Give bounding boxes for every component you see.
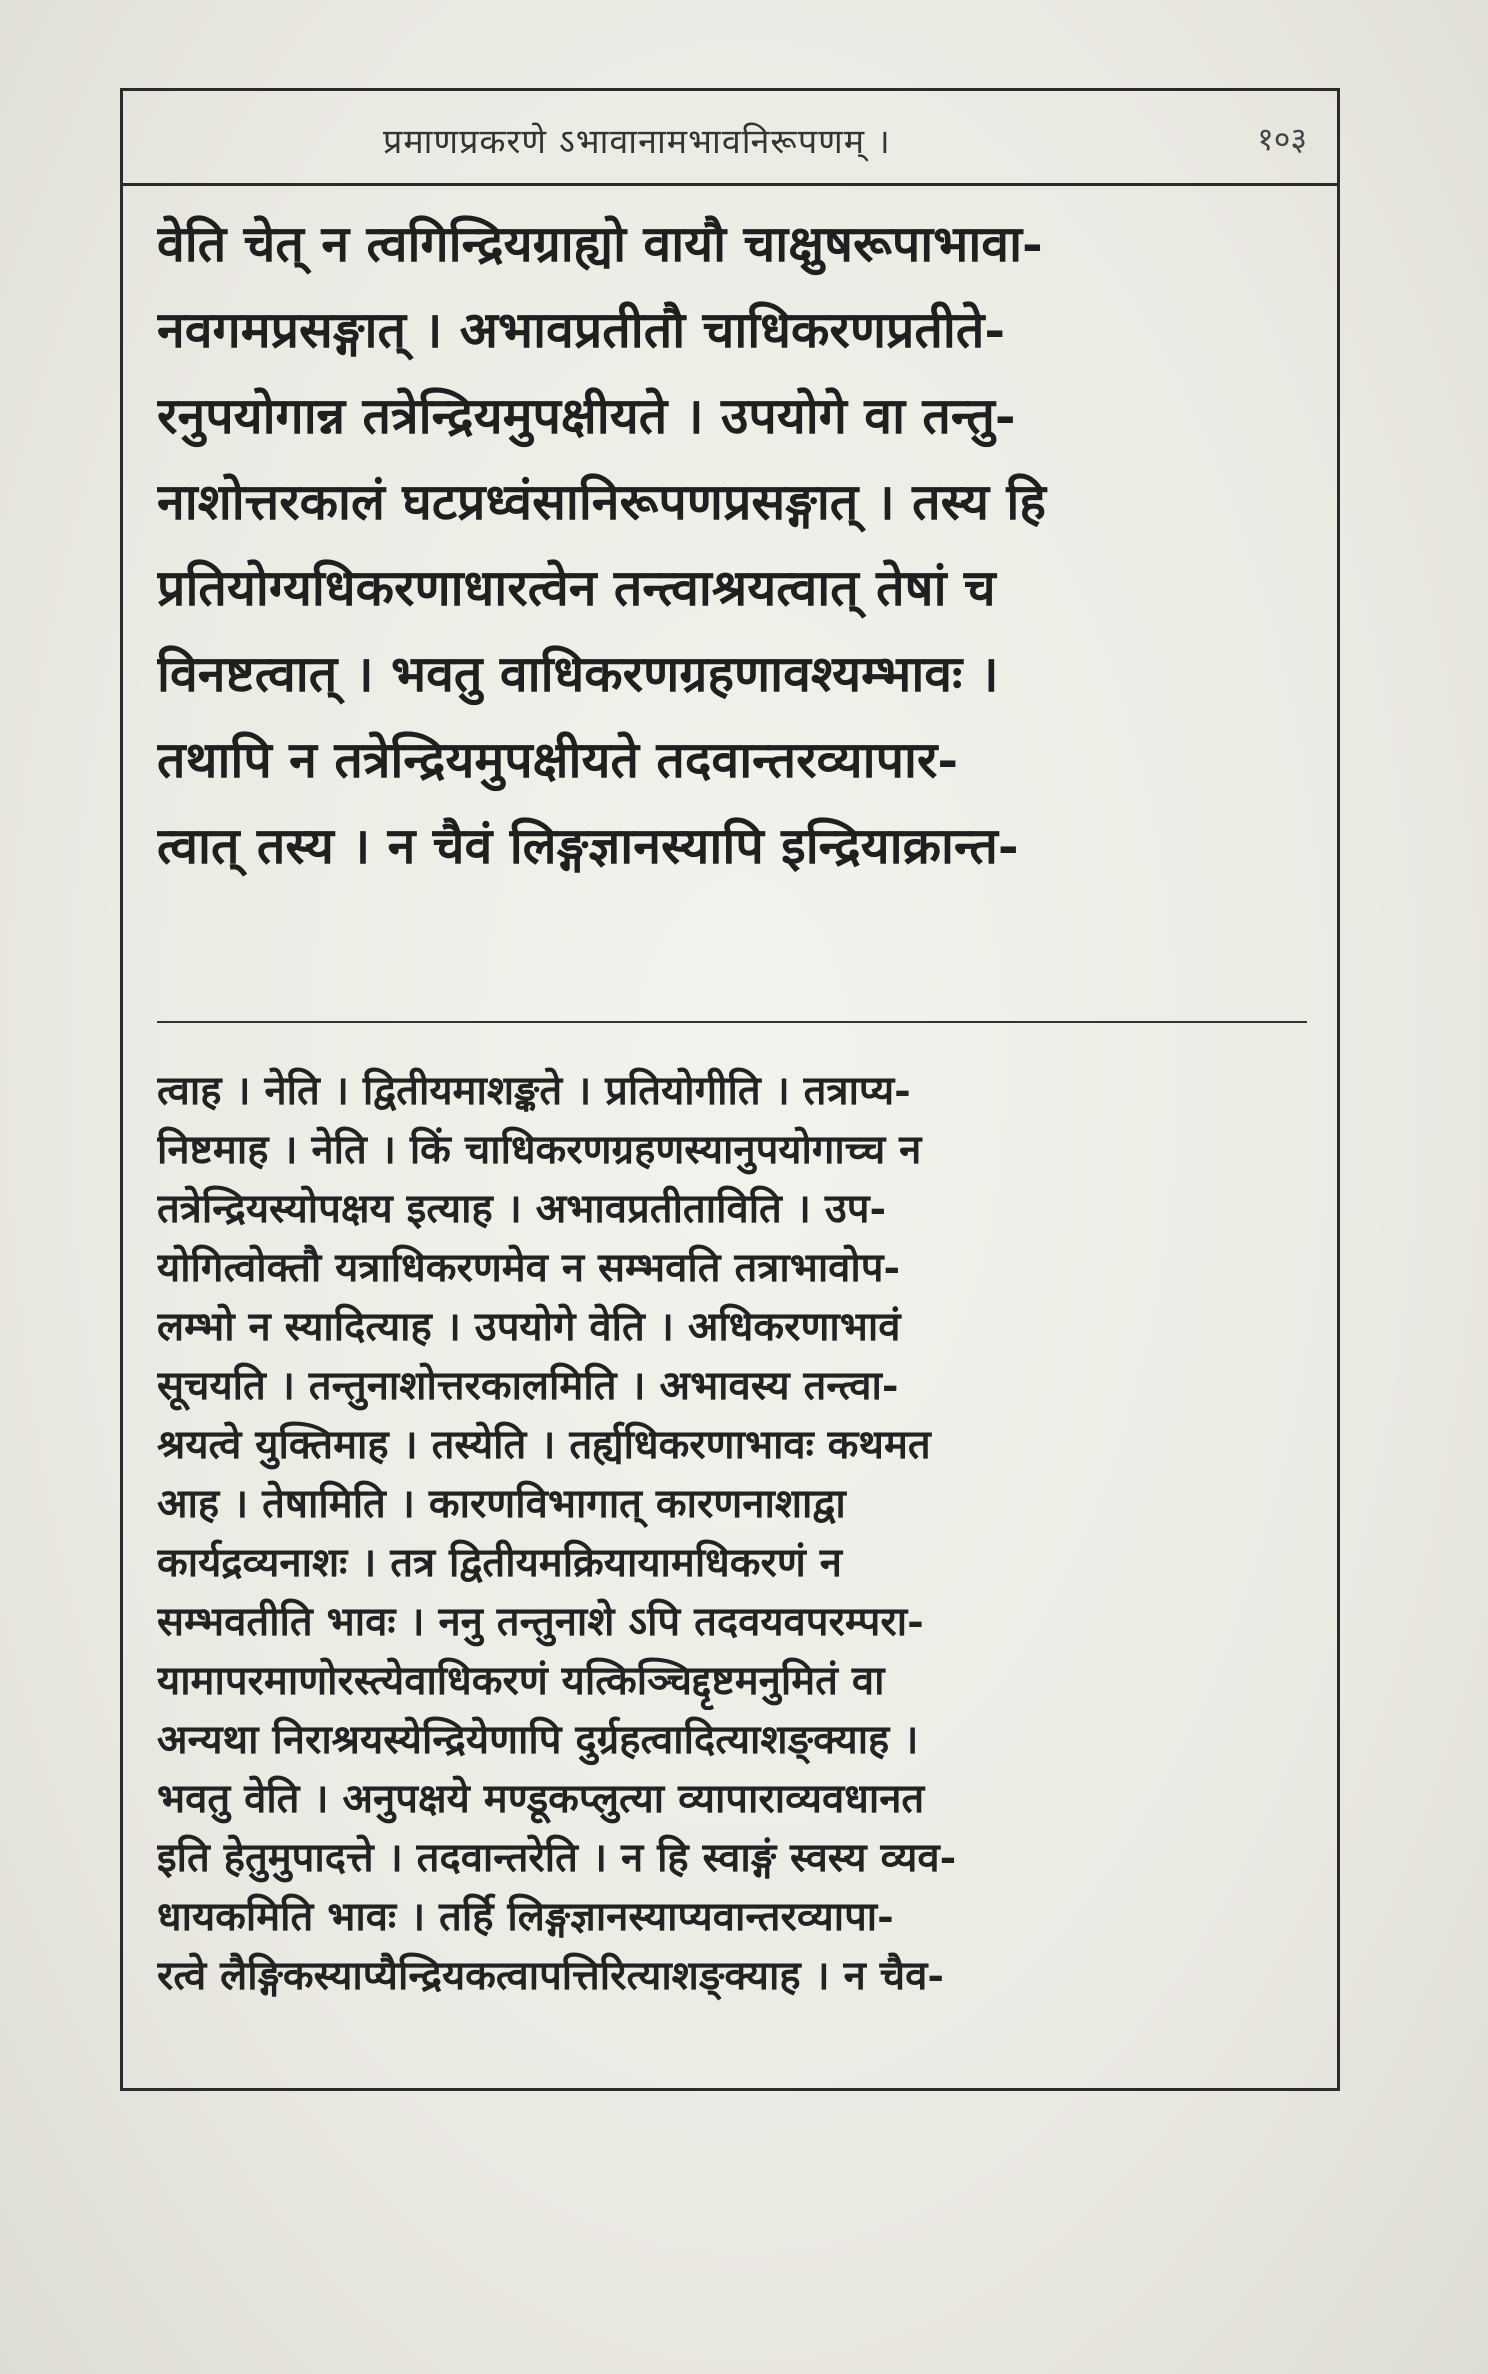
commentary-line: सम्भवतीति भावः । ननु तन्तुनाशे ऽपि तदवयवपरम्परा-	[157, 1598, 924, 1645]
commentary-line: निष्टमाह । नेति । किं चाधिकरणग्रहणस्यानुपयोगाच्च न	[157, 1126, 922, 1173]
commentary-line: इति हेतुमुपादत्ते । तदवान्तरेति । न हि स्वाङ्गं स्वस्य व्यव-	[157, 1834, 957, 1881]
running-header	[123, 91, 1337, 186]
commentary-line: कार्यद्रव्यनाशः । तत्र द्वितीयमक्रियायामधिकरणं न	[157, 1539, 842, 1586]
main-text-line: रनुपयोगान्न तत्रेन्द्रियमुपक्षीयते । उपयोगे वा तन्तु-	[157, 386, 1016, 445]
page-number: १०३	[1257, 120, 1307, 158]
main-text-line: तथापि न तत्रेन्द्रियमुपक्षीयते तदवान्तरव्यापार-	[157, 730, 959, 789]
main-text-line: नवगमप्रसङ्गात् । अभावप्रतीतौ चाधिकरणप्रतीते-	[157, 300, 1006, 359]
commentary-line: सूचयति । तन्तुनाशोत्तरकालमिति । अभावस्य तन्त्वा-	[157, 1362, 899, 1409]
header-title: प्रमाणप्रकरणे ऽभावानामभावनिरूपणम् ।	[383, 122, 891, 162]
page-frame	[120, 88, 1340, 2091]
main-text-block	[157, 201, 1307, 889]
commentary-line: धायकमिति भावः । तर्हि लिङ्गज्ञानस्याप्यवान्तरव्यापा-	[157, 1893, 894, 1940]
commentary-line: त्वाह । नेति । द्वितीयमाशङ्कते । प्रतियोगीति । तत्राप्य-	[157, 1067, 911, 1114]
main-text-line: त्वात् तस्य । न चैवं लिङ्गज्ञानस्यापि इन्द्रियाक्रान्त-	[157, 816, 1019, 875]
main-text-line: वेति चेत् न त्वगिन्द्रियग्राह्यो वायौ चाक्षुषरूपाभावा-	[157, 214, 1043, 273]
commentary-line: तत्रेन्द्रियस्योपक्षय इत्याह । अभावप्रतीताविति । उप-	[157, 1185, 887, 1232]
commentary-line: अन्यथा निराश्रयस्येन्द्रियेणापि दुर्ग्रहत्वादित्याशङ्क्याह ।	[157, 1716, 919, 1763]
commentary-line: श्रयत्वे युक्तिमाह । तस्येति । तर्ह्यधिकरणाभावः कथमत	[157, 1421, 931, 1468]
commentary-line: लम्भो न स्यादित्याह । उपयोगे वेति । अधिकरणाभावं	[157, 1303, 901, 1350]
main-text-line: प्रतियोग्यधिकरणाधारत्वेन तन्त्वाश्रयत्वात् तेषां च	[157, 558, 996, 617]
commentary-block	[157, 1061, 1307, 2005]
commentary-line: भवतु वेति । अनुपक्षये मण्डूकप्लुत्या व्यापाराव्यवधानत	[157, 1775, 925, 1822]
commentary-line: आह । तेषामिति । कारणविभागात् कारणनाशाद्वा	[157, 1480, 846, 1527]
main-text-line: विनष्टत्वात् । भवतु वाधिकरणग्रहणावश्यम्भावः ।	[157, 644, 999, 703]
commentary-line: योगित्वोक्तौ यत्राधिकरणमेव न सम्भवति तत्राभावोप-	[157, 1244, 901, 1291]
main-text-line: नाशोत्तरकालं घटप्रध्वंसानिरूपणप्रसङ्गात् । तस्य हि	[157, 472, 1046, 531]
commentary-line: रत्वे लैङ्गिकस्याप्यैन्द्रियकत्वापत्तिरित्याशङ्क्याह । न चैव-	[157, 1952, 944, 1999]
commentary-line: यामापरमाणोरस्त्येवाधिकरणं यत्किञ्चिद्दृष्टमनुमितं वा	[157, 1657, 885, 1704]
section-divider	[157, 1021, 1307, 1023]
